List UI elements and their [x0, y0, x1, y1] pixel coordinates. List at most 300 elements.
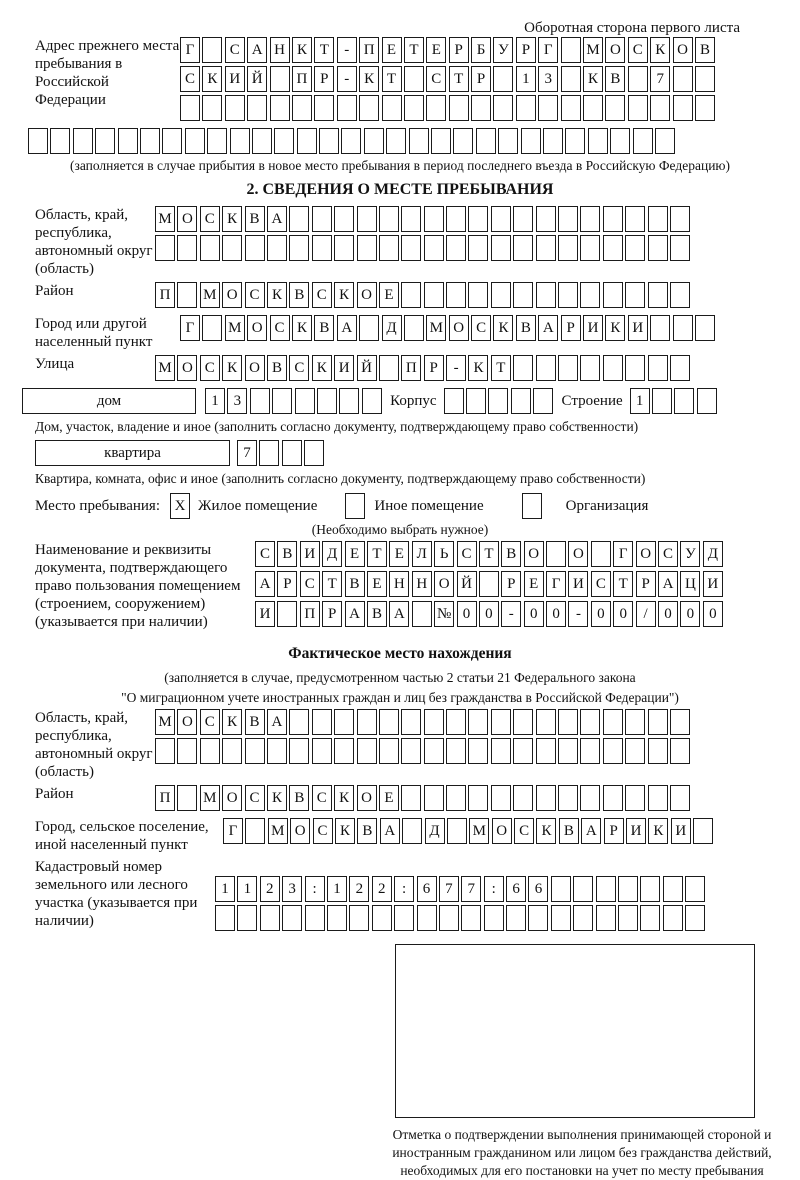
char-cell[interactable] — [561, 66, 581, 92]
char-cell[interactable] — [673, 95, 693, 121]
char-cell[interactable]: К — [648, 818, 668, 844]
char-cell[interactable] — [565, 128, 585, 154]
char-cell[interactable] — [648, 235, 668, 261]
char-cell[interactable] — [289, 235, 309, 261]
char-cell[interactable] — [446, 738, 466, 764]
char-cell[interactable]: Е — [524, 571, 544, 597]
char-cell[interactable]: В — [559, 818, 579, 844]
char-cell[interactable] — [446, 235, 466, 261]
char-cell[interactable] — [401, 235, 421, 261]
char-cell[interactable]: С — [457, 541, 477, 567]
char-cell[interactable] — [424, 235, 444, 261]
char-cell[interactable] — [695, 315, 715, 341]
char-cell[interactable]: П — [300, 601, 320, 627]
char-cell[interactable]: Р — [604, 818, 624, 844]
char-cell[interactable]: 0 — [703, 601, 723, 627]
char-cell[interactable] — [603, 785, 623, 811]
char-cell[interactable] — [625, 738, 645, 764]
char-cell[interactable] — [267, 235, 287, 261]
char-cell[interactable] — [603, 355, 623, 381]
char-cell[interactable] — [312, 709, 332, 735]
char-cell[interactable] — [546, 541, 566, 567]
char-cell[interactable] — [200, 235, 220, 261]
char-cell[interactable]: Р — [314, 66, 334, 92]
char-cell[interactable] — [339, 388, 359, 414]
char-cell[interactable] — [628, 66, 648, 92]
char-cell[interactable]: К — [359, 66, 379, 92]
char-cell[interactable]: - — [337, 37, 357, 63]
char-cell[interactable] — [513, 738, 533, 764]
char-cell[interactable] — [424, 206, 444, 232]
char-cell[interactable] — [670, 282, 690, 308]
char-cell[interactable] — [270, 95, 290, 121]
char-cell[interactable] — [551, 905, 571, 931]
char-cell[interactable] — [558, 738, 578, 764]
char-cell[interactable]: Е — [389, 541, 409, 567]
char-cell[interactable] — [513, 785, 533, 811]
char-cell[interactable] — [289, 738, 309, 764]
char-cell[interactable]: Г — [538, 37, 558, 63]
char-cell[interactable]: С — [312, 785, 332, 811]
char-cell[interactable]: 2 — [349, 876, 369, 902]
char-cell[interactable] — [558, 235, 578, 261]
char-cell[interactable] — [215, 905, 235, 931]
char-cell[interactable] — [506, 905, 526, 931]
char-cell[interactable] — [513, 282, 533, 308]
char-cell[interactable] — [471, 95, 491, 121]
char-cell[interactable] — [312, 235, 332, 261]
char-cell[interactable]: В — [245, 709, 265, 735]
char-cell[interactable] — [412, 601, 432, 627]
char-cell[interactable] — [314, 95, 334, 121]
char-cell[interactable] — [155, 235, 175, 261]
char-cell[interactable] — [491, 282, 511, 308]
char-cell[interactable] — [583, 95, 603, 121]
char-cell[interactable] — [670, 235, 690, 261]
char-cell[interactable]: К — [267, 282, 287, 308]
char-cell[interactable]: С — [245, 785, 265, 811]
char-cell[interactable] — [513, 355, 533, 381]
char-cell[interactable]: К — [493, 315, 513, 341]
char-cell[interactable]: : — [305, 876, 325, 902]
char-cell[interactable]: С — [628, 37, 648, 63]
char-cell[interactable]: К — [536, 818, 556, 844]
char-cell[interactable]: В — [289, 282, 309, 308]
char-cell[interactable] — [670, 709, 690, 735]
char-cell[interactable] — [386, 128, 406, 154]
char-cell[interactable]: 3 — [538, 66, 558, 92]
char-cell[interactable] — [588, 128, 608, 154]
char-cell[interactable] — [424, 738, 444, 764]
char-cell[interactable] — [439, 905, 459, 931]
char-cell[interactable]: А — [267, 709, 287, 735]
char-cell[interactable] — [697, 388, 717, 414]
char-cell[interactable] — [327, 905, 347, 931]
char-cell[interactable] — [379, 738, 399, 764]
char-cell[interactable] — [357, 235, 377, 261]
char-cell[interactable] — [603, 206, 623, 232]
char-cell[interactable]: О — [434, 571, 454, 597]
char-cell[interactable] — [431, 128, 451, 154]
char-cell[interactable] — [401, 282, 421, 308]
char-cell[interactable] — [424, 785, 444, 811]
char-cell[interactable]: С — [200, 355, 220, 381]
char-cell[interactable]: 7 — [650, 66, 670, 92]
char-cell[interactable]: Т — [382, 66, 402, 92]
char-cell[interactable] — [468, 709, 488, 735]
char-cell[interactable]: О — [222, 785, 242, 811]
char-cell[interactable]: Е — [382, 37, 402, 63]
char-cell[interactable]: Р — [322, 601, 342, 627]
char-cell[interactable] — [625, 785, 645, 811]
char-cell[interactable] — [453, 128, 473, 154]
char-cell[interactable] — [468, 785, 488, 811]
char-cell[interactable]: Т — [491, 355, 511, 381]
char-cell[interactable] — [628, 95, 648, 121]
char-cell[interactable]: С — [514, 818, 534, 844]
char-cell[interactable]: - — [568, 601, 588, 627]
char-cell[interactable]: И — [300, 541, 320, 567]
char-cell[interactable] — [282, 440, 302, 466]
char-cell[interactable] — [640, 905, 660, 931]
char-cell[interactable] — [605, 95, 625, 121]
char-cell[interactable]: Е — [379, 282, 399, 308]
char-cell[interactable] — [695, 95, 715, 121]
char-cell[interactable]: О — [247, 315, 267, 341]
char-cell[interactable] — [573, 905, 593, 931]
char-cell[interactable]: Ь — [434, 541, 454, 567]
char-cell[interactable]: В — [314, 315, 334, 341]
char-cell[interactable] — [538, 95, 558, 121]
char-cell[interactable]: К — [335, 818, 355, 844]
char-cell[interactable]: 0 — [613, 601, 633, 627]
char-cell[interactable]: - — [501, 601, 521, 627]
char-cell[interactable] — [603, 282, 623, 308]
char-cell[interactable]: О — [222, 282, 242, 308]
char-cell[interactable] — [225, 95, 245, 121]
char-cell[interactable] — [685, 905, 705, 931]
char-cell[interactable] — [461, 905, 481, 931]
char-cell[interactable] — [349, 905, 369, 931]
char-cell[interactable]: О — [605, 37, 625, 63]
char-cell[interactable] — [536, 785, 556, 811]
char-cell[interactable] — [650, 95, 670, 121]
char-cell[interactable]: В — [357, 818, 377, 844]
char-cell[interactable]: И — [225, 66, 245, 92]
char-cell[interactable] — [177, 282, 197, 308]
char-cell[interactable] — [401, 785, 421, 811]
char-cell[interactable]: 0 — [546, 601, 566, 627]
char-cell[interactable]: № — [434, 601, 454, 627]
char-cell[interactable]: П — [155, 282, 175, 308]
char-cell[interactable] — [536, 282, 556, 308]
char-cell[interactable]: 7 — [237, 440, 257, 466]
char-cell[interactable] — [580, 738, 600, 764]
char-cell[interactable] — [357, 206, 377, 232]
char-cell[interactable] — [222, 738, 242, 764]
char-cell[interactable]: - — [446, 355, 466, 381]
char-cell[interactable]: Г — [180, 315, 200, 341]
char-cell[interactable]: М — [200, 785, 220, 811]
char-cell[interactable] — [468, 235, 488, 261]
char-cell[interactable] — [312, 206, 332, 232]
char-cell[interactable] — [252, 128, 272, 154]
char-cell[interactable] — [379, 206, 399, 232]
char-cell[interactable]: С — [313, 818, 333, 844]
char-cell[interactable] — [591, 541, 611, 567]
char-cell[interactable]: 7 — [461, 876, 481, 902]
char-cell[interactable]: И — [671, 818, 691, 844]
char-cell[interactable] — [207, 128, 227, 154]
char-cell[interactable] — [536, 235, 556, 261]
char-cell[interactable] — [359, 95, 379, 121]
char-cell[interactable]: А — [345, 601, 365, 627]
char-cell[interactable]: А — [380, 818, 400, 844]
char-cell[interactable] — [693, 818, 713, 844]
char-cell[interactable] — [334, 709, 354, 735]
char-cell[interactable]: 1 — [630, 388, 650, 414]
char-cell[interactable]: В — [501, 541, 521, 567]
char-cell[interactable]: У — [680, 541, 700, 567]
char-cell[interactable]: А — [389, 601, 409, 627]
char-cell[interactable]: Г — [223, 818, 243, 844]
char-cell[interactable]: К — [292, 37, 312, 63]
char-cell[interactable] — [528, 905, 548, 931]
char-cell[interactable]: О — [524, 541, 544, 567]
char-cell[interactable] — [409, 128, 429, 154]
char-cell[interactable]: В — [289, 785, 309, 811]
char-cell[interactable] — [260, 905, 280, 931]
char-cell[interactable] — [536, 738, 556, 764]
char-cell[interactable] — [491, 206, 511, 232]
char-cell[interactable]: Р — [561, 315, 581, 341]
char-cell[interactable] — [491, 709, 511, 735]
char-cell[interactable]: Е — [345, 541, 365, 567]
stay-type-checkbox-other[interactable] — [345, 493, 365, 519]
char-cell[interactable] — [491, 785, 511, 811]
char-cell[interactable]: 6 — [528, 876, 548, 902]
char-cell[interactable]: Н — [389, 571, 409, 597]
char-cell[interactable] — [180, 95, 200, 121]
char-cell[interactable] — [543, 128, 563, 154]
char-cell[interactable] — [305, 905, 325, 931]
char-cell[interactable]: К — [292, 315, 312, 341]
char-cell[interactable] — [417, 905, 437, 931]
char-cell[interactable] — [282, 905, 302, 931]
char-cell[interactable] — [155, 738, 175, 764]
char-cell[interactable] — [401, 709, 421, 735]
char-cell[interactable] — [364, 128, 384, 154]
char-cell[interactable]: К — [267, 785, 287, 811]
char-cell[interactable]: Й — [457, 571, 477, 597]
char-cell[interactable]: / — [636, 601, 656, 627]
char-cell[interactable] — [558, 282, 578, 308]
char-cell[interactable] — [277, 601, 297, 627]
char-cell[interactable]: С — [426, 66, 446, 92]
char-cell[interactable] — [468, 206, 488, 232]
char-cell[interactable]: М — [155, 709, 175, 735]
char-cell[interactable] — [446, 282, 466, 308]
char-cell[interactable] — [551, 876, 571, 902]
char-cell[interactable]: 0 — [524, 601, 544, 627]
char-cell[interactable] — [663, 876, 683, 902]
char-cell[interactable] — [162, 128, 182, 154]
char-cell[interactable]: С — [180, 66, 200, 92]
char-cell[interactable] — [491, 738, 511, 764]
char-cell[interactable] — [274, 128, 294, 154]
char-cell[interactable]: Н — [412, 571, 432, 597]
char-cell[interactable] — [424, 282, 444, 308]
char-cell[interactable] — [498, 128, 518, 154]
char-cell[interactable]: Д — [425, 818, 445, 844]
char-cell[interactable]: 0 — [591, 601, 611, 627]
char-cell[interactable] — [202, 315, 222, 341]
char-cell[interactable] — [334, 206, 354, 232]
char-cell[interactable] — [603, 709, 623, 735]
char-cell[interactable]: Т — [314, 37, 334, 63]
char-cell[interactable]: 0 — [680, 601, 700, 627]
char-cell[interactable]: Й — [247, 66, 267, 92]
char-cell[interactable] — [673, 315, 693, 341]
char-cell[interactable] — [337, 95, 357, 121]
char-cell[interactable] — [558, 785, 578, 811]
char-cell[interactable] — [200, 738, 220, 764]
char-cell[interactable] — [468, 738, 488, 764]
char-cell[interactable]: В — [277, 541, 297, 567]
char-cell[interactable] — [382, 95, 402, 121]
char-cell[interactable] — [633, 128, 653, 154]
char-cell[interactable] — [558, 355, 578, 381]
char-cell[interactable]: К — [334, 282, 354, 308]
char-cell[interactable]: С — [471, 315, 491, 341]
stay-type-checkbox-organization[interactable] — [522, 493, 542, 519]
char-cell[interactable] — [247, 95, 267, 121]
char-cell[interactable] — [401, 206, 421, 232]
char-cell[interactable]: К — [468, 355, 488, 381]
char-cell[interactable]: Р — [471, 66, 491, 92]
char-cell[interactable]: С — [591, 571, 611, 597]
char-cell[interactable]: Р — [516, 37, 536, 63]
char-cell[interactable]: В — [516, 315, 536, 341]
char-cell[interactable]: С — [225, 37, 245, 63]
char-cell[interactable]: И — [626, 818, 646, 844]
char-cell[interactable]: Р — [449, 37, 469, 63]
char-cell[interactable]: О — [449, 315, 469, 341]
char-cell[interactable]: П — [155, 785, 175, 811]
char-cell[interactable] — [341, 128, 361, 154]
char-cell[interactable] — [580, 355, 600, 381]
char-cell[interactable]: Ц — [680, 571, 700, 597]
char-cell[interactable] — [468, 282, 488, 308]
char-cell[interactable]: О — [673, 37, 693, 63]
char-cell[interactable]: С — [200, 709, 220, 735]
char-cell[interactable] — [655, 128, 675, 154]
char-cell[interactable] — [513, 709, 533, 735]
char-cell[interactable]: И — [628, 315, 648, 341]
char-cell[interactable]: О — [177, 355, 197, 381]
char-cell[interactable]: 1 — [215, 876, 235, 902]
char-cell[interactable]: Т — [322, 571, 342, 597]
char-cell[interactable] — [670, 355, 690, 381]
char-cell[interactable]: Е — [426, 37, 446, 63]
char-cell[interactable]: М — [268, 818, 288, 844]
char-cell[interactable] — [50, 128, 70, 154]
char-cell[interactable]: К — [583, 66, 603, 92]
char-cell[interactable]: О — [357, 785, 377, 811]
char-cell[interactable]: О — [568, 541, 588, 567]
char-cell[interactable] — [640, 876, 660, 902]
char-cell[interactable] — [580, 206, 600, 232]
char-cell[interactable]: 6 — [417, 876, 437, 902]
char-cell[interactable]: У — [493, 37, 513, 63]
char-cell[interactable]: Л — [412, 541, 432, 567]
char-cell[interactable] — [648, 355, 668, 381]
char-cell[interactable] — [491, 235, 511, 261]
char-cell[interactable]: Е — [379, 785, 399, 811]
char-cell[interactable]: : — [484, 876, 504, 902]
char-cell[interactable]: Р — [277, 571, 297, 597]
char-cell[interactable]: М — [225, 315, 245, 341]
char-cell[interactable]: : — [394, 876, 414, 902]
char-cell[interactable]: Т — [449, 66, 469, 92]
char-cell[interactable] — [596, 905, 616, 931]
char-cell[interactable] — [177, 738, 197, 764]
char-cell[interactable]: 6 — [506, 876, 526, 902]
char-cell[interactable] — [695, 66, 715, 92]
char-cell[interactable] — [394, 905, 414, 931]
char-cell[interactable] — [250, 388, 270, 414]
char-cell[interactable] — [95, 128, 115, 154]
char-cell[interactable] — [446, 709, 466, 735]
char-cell[interactable] — [334, 235, 354, 261]
char-cell[interactable] — [28, 128, 48, 154]
char-cell[interactable] — [73, 128, 93, 154]
char-cell[interactable]: Т — [367, 541, 387, 567]
char-cell[interactable]: И — [703, 571, 723, 597]
char-cell[interactable] — [237, 905, 257, 931]
char-cell[interactable] — [596, 876, 616, 902]
char-cell[interactable] — [297, 128, 317, 154]
char-cell[interactable]: В — [605, 66, 625, 92]
char-cell[interactable] — [259, 440, 279, 466]
char-cell[interactable] — [618, 905, 638, 931]
char-cell[interactable] — [185, 128, 205, 154]
char-cell[interactable]: И — [255, 601, 275, 627]
char-cell[interactable]: С — [270, 315, 290, 341]
char-cell[interactable]: К — [312, 355, 332, 381]
char-cell[interactable] — [317, 388, 337, 414]
char-cell[interactable] — [222, 235, 242, 261]
char-cell[interactable]: А — [658, 571, 678, 597]
char-cell[interactable]: В — [345, 571, 365, 597]
char-cell[interactable]: М — [426, 315, 446, 341]
char-cell[interactable]: 0 — [658, 601, 678, 627]
char-cell[interactable]: В — [267, 355, 287, 381]
char-cell[interactable]: О — [357, 282, 377, 308]
char-cell[interactable] — [140, 128, 160, 154]
char-cell[interactable] — [404, 95, 424, 121]
char-cell[interactable]: 0 — [479, 601, 499, 627]
char-cell[interactable] — [663, 905, 683, 931]
char-cell[interactable]: П — [359, 37, 379, 63]
char-cell[interactable]: 2 — [260, 876, 280, 902]
char-cell[interactable]: Р — [636, 571, 656, 597]
char-cell[interactable]: Д — [703, 541, 723, 567]
char-cell[interactable]: 2 — [372, 876, 392, 902]
char-cell[interactable] — [648, 785, 668, 811]
char-cell[interactable] — [426, 95, 446, 121]
char-cell[interactable] — [177, 235, 197, 261]
